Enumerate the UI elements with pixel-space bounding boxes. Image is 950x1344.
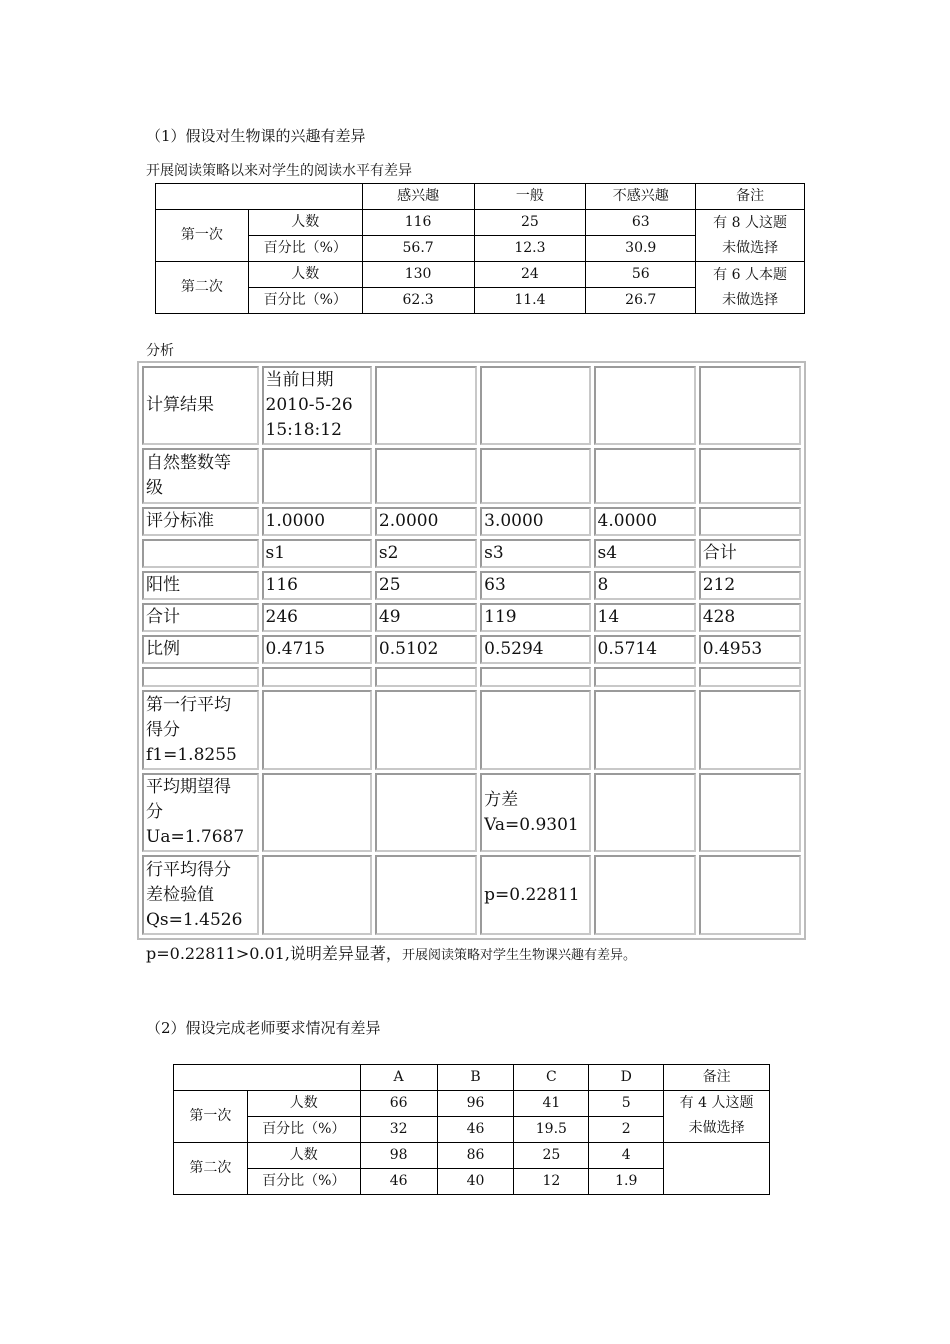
- col-header: 感兴趣: [362, 184, 474, 210]
- cell: 24: [474, 262, 586, 288]
- cell: 0.5294: [480, 635, 590, 664]
- cell: 25: [474, 210, 586, 236]
- table-row: [142, 366, 801, 445]
- row-label: 百分比（%）: [248, 236, 362, 262]
- table-row: [156, 210, 805, 236]
- analysis-table: [137, 361, 806, 940]
- p-value-cell: p=0.22811: [480, 855, 590, 935]
- heading-interest: （1）假设对生物课的兴趣有差异: [146, 127, 366, 145]
- heading-requirements: （2）假设完成老师要求情况有差异: [146, 1019, 381, 1037]
- cell: 0.5102: [375, 635, 477, 664]
- cell: 2: [589, 1117, 664, 1143]
- f1-line: 第一行平均: [146, 694, 231, 715]
- requirements-table: [173, 1064, 770, 1195]
- cell: 0.4953: [699, 635, 801, 664]
- cell: 246: [262, 603, 372, 632]
- cell: 119: [480, 603, 590, 632]
- cell: 41: [514, 1091, 589, 1117]
- cell: 26.7: [586, 288, 696, 314]
- date-line: 15:18:12: [265, 420, 342, 440]
- conclusion-tail: 开展阅读策略对学生生物课兴趣有差异。: [401, 948, 636, 963]
- col-header: 备注: [696, 184, 805, 210]
- note-cell: [696, 262, 805, 314]
- table-row: [142, 773, 801, 852]
- round-label: 第二次: [156, 262, 249, 314]
- f1-line: f1=1.8255: [146, 744, 237, 765]
- col-header: 不感兴趣: [586, 184, 696, 210]
- note-line: 未做选择: [722, 239, 779, 256]
- round-label: 第二次: [174, 1143, 248, 1195]
- table-header-row: [156, 184, 805, 210]
- ua-cell: [142, 773, 259, 852]
- table-row: [142, 855, 801, 935]
- round-label: 第一次: [174, 1091, 248, 1143]
- cell: 212: [699, 571, 801, 600]
- cell: 12: [514, 1169, 589, 1195]
- table-header-row: [174, 1065, 770, 1091]
- blank-cell: [174, 1065, 361, 1091]
- table-row: [174, 1091, 770, 1117]
- row-label: 人数: [248, 210, 362, 236]
- cell: 25: [375, 571, 477, 600]
- va-line: 方差: [484, 789, 519, 810]
- table-row: [142, 690, 801, 770]
- cell: s3: [480, 539, 590, 568]
- cell: 428: [699, 603, 801, 632]
- cell: 49: [375, 603, 477, 632]
- table-row: [142, 571, 801, 600]
- cell: 合计: [699, 539, 801, 568]
- row-label: 百分比（%）: [248, 288, 362, 314]
- row-label: 比例: [142, 635, 259, 664]
- round-label: 第一次: [156, 210, 249, 262]
- qs-cell: [142, 855, 259, 935]
- cell: 1.9: [589, 1169, 664, 1195]
- va-cell: [480, 773, 590, 852]
- cell: 25: [514, 1143, 589, 1169]
- conclusion-main: p=0.22811>0.01,说明差异显著，: [146, 944, 402, 963]
- col-header: 备注: [664, 1065, 770, 1091]
- cell: 62.3: [362, 288, 474, 314]
- row-label: 人数: [247, 1143, 360, 1169]
- note-cell: [664, 1091, 770, 1143]
- cell: s4: [594, 539, 696, 568]
- cell: 32: [360, 1117, 437, 1143]
- row-label: 人数: [248, 262, 362, 288]
- table-row: [142, 448, 801, 504]
- date-line: 当前日期: [265, 370, 334, 390]
- cell: 12.3: [474, 236, 586, 262]
- cell: s2: [375, 539, 477, 568]
- date-cell: [262, 366, 372, 445]
- cell: 96: [437, 1091, 514, 1117]
- row-label: 百分比（%）: [247, 1169, 360, 1195]
- cell: 14: [594, 603, 696, 632]
- table-row: [156, 262, 805, 288]
- cell: 66: [360, 1091, 437, 1117]
- table-row: [142, 539, 801, 568]
- cell: 63: [480, 571, 590, 600]
- f1-cell: [142, 690, 259, 770]
- cell: 4.0000: [594, 507, 696, 536]
- cell: 2.0000: [375, 507, 477, 536]
- va-line: Va=0.9301: [484, 814, 579, 835]
- cell: 63: [586, 210, 696, 236]
- qs-line: 行平均得分: [146, 859, 231, 880]
- ua-line: 分 Ua=1.7687: [146, 802, 245, 847]
- row-label: 百分比（%）: [247, 1117, 360, 1143]
- cell: 0.4715: [262, 635, 372, 664]
- cell: 116: [262, 571, 372, 600]
- cell: 86: [437, 1143, 514, 1169]
- table-row: [142, 603, 801, 632]
- cell: 1.0000: [262, 507, 372, 536]
- col-header: A: [360, 1065, 437, 1091]
- grade-cell: [142, 448, 259, 504]
- cell: 56: [586, 262, 696, 288]
- col-header: C: [514, 1065, 589, 1091]
- row-label: 阳性: [142, 571, 259, 600]
- note-line: 有 6 人本题: [713, 266, 787, 283]
- col-header: B: [437, 1065, 514, 1091]
- interest-table: [155, 183, 805, 314]
- note-line: 未做选择: [688, 1120, 745, 1136]
- analysis-label: 分析: [146, 343, 174, 359]
- cell: 98: [360, 1143, 437, 1169]
- note-line: 有 8 人这题: [713, 214, 787, 231]
- cell: 46: [360, 1169, 437, 1195]
- cell: 8: [594, 571, 696, 600]
- grade-line: 级: [146, 478, 163, 498]
- cell: 4: [589, 1143, 664, 1169]
- cell: 40: [437, 1169, 514, 1195]
- score-label: 评分标准: [142, 507, 259, 536]
- table-row: [142, 507, 801, 536]
- qs-line: 差检验值: [146, 884, 214, 905]
- cell: 19.5: [514, 1117, 589, 1143]
- subtitle-reading: 开展阅读策略以来对学生的阅读水平有差异: [146, 163, 412, 179]
- cell: 56.7: [362, 236, 474, 262]
- col-header: D: [589, 1065, 664, 1091]
- grade-line: 自然整数等: [146, 453, 231, 473]
- cell: s1: [262, 539, 372, 568]
- cell: 46: [437, 1117, 514, 1143]
- row-label: 合计: [142, 603, 259, 632]
- blank-cell: [156, 184, 363, 210]
- table-row: [142, 667, 801, 687]
- qs-line: Qs=1.4526: [146, 909, 243, 930]
- col-header: 一般: [474, 184, 586, 210]
- cell: 5: [589, 1091, 664, 1117]
- cell: 0.5714: [594, 635, 696, 664]
- f1-line: 得分: [146, 719, 180, 740]
- cell: 116: [362, 210, 474, 236]
- conclusion: [146, 941, 636, 964]
- row-label: 人数: [247, 1091, 360, 1117]
- date-line: 2010-5-26: [265, 395, 353, 415]
- note-line: 未做选择: [722, 291, 779, 308]
- table-row: [142, 635, 801, 664]
- calc-label: 计算结果: [142, 366, 259, 445]
- note-cell-empty: [664, 1143, 770, 1195]
- cell: 11.4: [474, 288, 586, 314]
- cell: 3.0000: [480, 507, 590, 536]
- cell: 130: [362, 262, 474, 288]
- ua-line: 平均期望得: [146, 777, 231, 797]
- note-line: 有 4 人这题: [679, 1095, 754, 1111]
- note-cell: [696, 210, 805, 262]
- table-row: [174, 1143, 770, 1169]
- cell: 30.9: [586, 236, 696, 262]
